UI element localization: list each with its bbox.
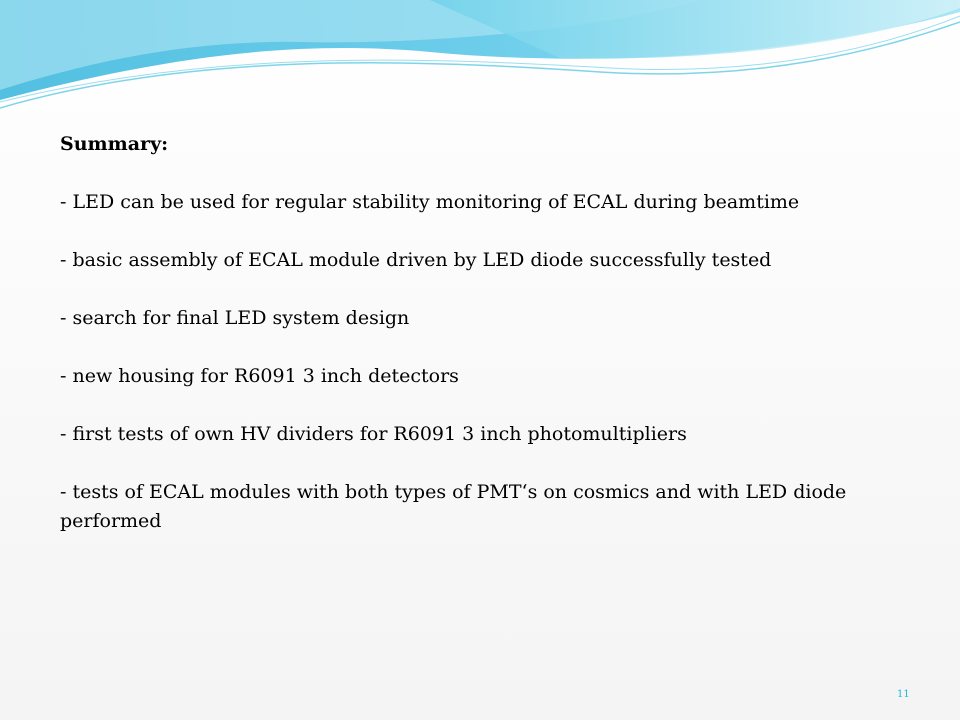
slide-title: Summary: — [60, 133, 169, 155]
header-wave-decoration — [0, 0, 960, 115]
bullet-list — [60, 188, 920, 536]
bullet-item: - LED can be used for regular stability monitoring of ECAL during beamtime — [60, 191, 800, 213]
bullet-item: - first tests of own HV dividers for R6091 3 inch photomultipliers — [60, 423, 687, 445]
slide-content — [60, 130, 920, 565]
page-number: 11 — [897, 689, 910, 700]
bullet-item: - new housing for R6091 3 inch detectors — [60, 365, 459, 387]
bullet-item: - basic assembly of ECAL module driven by LED diode successfully tested — [60, 249, 772, 271]
bullet-item: - search for final LED system design — [60, 307, 410, 329]
bullet-item: - tests of ECAL modules with both types of PMT‘s on cosmics and with LED diode performed — [60, 481, 847, 532]
